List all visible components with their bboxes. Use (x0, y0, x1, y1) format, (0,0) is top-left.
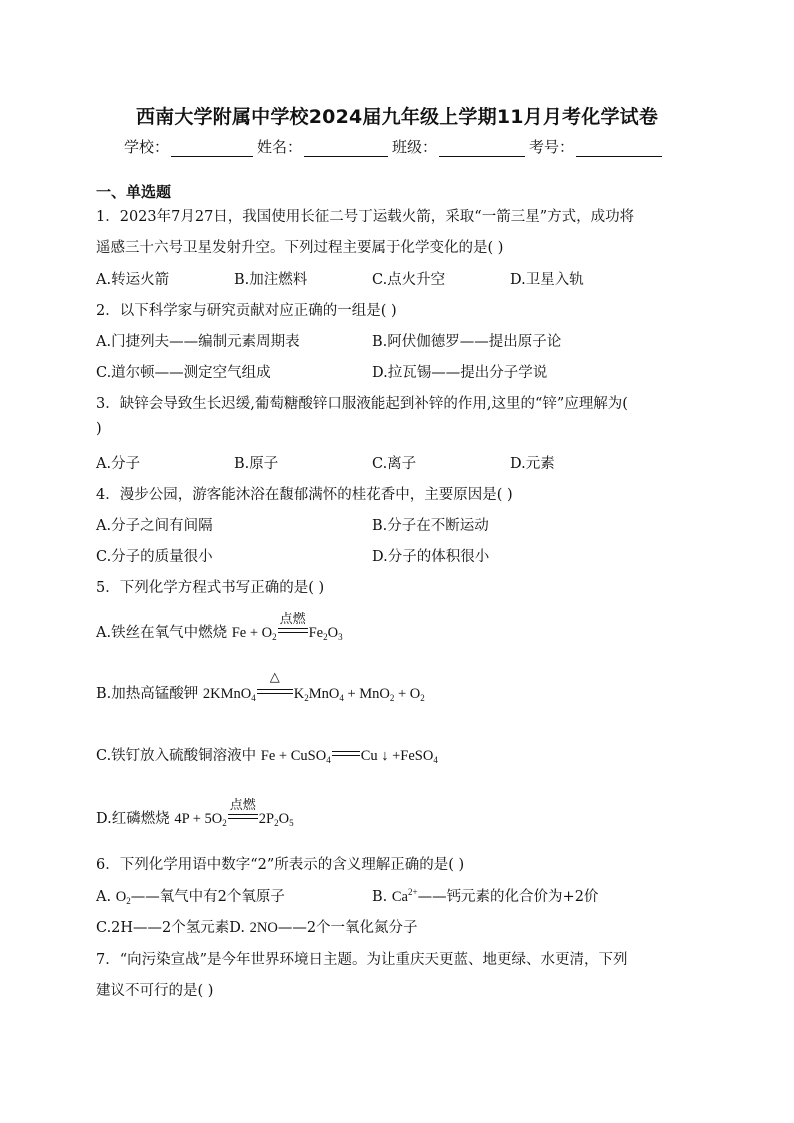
q2-stem: 2．以下科学家与研究贡献对应正确的一组是( ) (96, 303, 397, 319)
name-blank[interactable] (304, 141, 388, 157)
q1-stem-line2: 遥感三十六号卫星发射升空。下列过程主要属于化学变化的是( ) (96, 240, 504, 256)
q3-option-b[interactable]: B.原子 (234, 456, 279, 472)
q6-option-c-text: C.2H——2个氢元素 (96, 920, 230, 936)
q1-option-a[interactable]: A.转运火箭 (96, 272, 170, 288)
q1-option-d[interactable]: D.卫星入轨 (510, 272, 584, 288)
page-title: 西南大学附属中学校2024届九年级上学期11月月考化学试卷 (135, 106, 659, 128)
q5-option-d-equation: $4P + 5O_2$ 点燃 $2P_2O_5$ (174, 811, 293, 827)
q5-option-d[interactable] (96, 797, 294, 828)
q5-option-b-label: B.加热高锰酸钾 (96, 686, 199, 702)
class-blank[interactable] (439, 141, 525, 157)
q2-option-a[interactable]: A.门捷列夫——编制元素周期表 (96, 334, 300, 350)
q5-option-a-label: A.铁丝在氧气中燃烧 (96, 625, 228, 641)
number-label: 考号： (529, 138, 575, 156)
q5-option-b[interactable] (96, 669, 425, 703)
school-label: 学校： (124, 138, 170, 156)
q1-option-b[interactable]: B.加注燃料 (234, 272, 308, 288)
q6-option-a[interactable]: A. $O_2——$氧气中有2个氧原子 (96, 889, 285, 906)
number-blank[interactable] (576, 141, 662, 157)
q5-option-b-equation: 2KMnO$_4$ △ $K_2MnO_4 + MnO_2 + O_2$ (202, 669, 425, 703)
q7-stem-line2: 建议不可行的是( ) (96, 983, 214, 999)
q4-option-a[interactable]: A.分子之间有间隔 (96, 518, 213, 534)
q5-option-c-equation: Fe + CuSO$_4$ Cu ↓ +FeSO$_4$ (260, 748, 438, 765)
ignite-condition: 点燃 (229, 797, 256, 812)
ignite-condition: 点燃 (279, 611, 306, 626)
q1-stem-line1: 1．2023年7月27日，我国使用长征二号丁运载火箭，采取“一箭三星”方式，成功将 (96, 209, 635, 225)
q3-option-c[interactable]: C.离子 (372, 456, 417, 472)
q4-option-c[interactable]: C.分子的质量很小 (96, 549, 213, 565)
student-info-row (124, 136, 666, 157)
q6-option-a-text: ——氧气中有2个氧原子 (130, 889, 285, 905)
section-heading: 一、单选题 (96, 183, 172, 201)
q7-stem-line1: 7．“向污染宣战”是今年世界环境日主题。为让重庆天更蓝、地更绿、水更清，下列 (96, 952, 628, 968)
q5-option-c-label: C.铁钉放入硫酸铜溶液中 (96, 748, 257, 764)
q6-option-c[interactable]: C.2H——2个氢元素D. 2NO——2个一氧化氮分子 (96, 920, 418, 936)
q5-stem: 5．下列化学方程式书写正确的是( ) (96, 580, 325, 596)
q2-option-d[interactable]: D.拉瓦锡——提出分子学说 (372, 365, 548, 381)
q6-option-d-text: ——2个一氧化氮分子 (277, 920, 418, 936)
q5-option-c[interactable] (96, 744, 438, 765)
q4-stem: 4．漫步公园，游客能沐浴在馥郁满怀的桂花香中，主要原因是( ) (96, 487, 513, 503)
q2-option-b[interactable]: B.阿伏伽德罗——提出原子论 (372, 334, 562, 350)
q5-option-a[interactable] (96, 611, 343, 642)
q5-option-d-label: D.红磷燃烧 (96, 811, 170, 827)
q3-stem-line1: 3．缺锌会导致生长迟缓,葡萄糖酸锌口服液能起到补锌的作用,这里的“锌”应理解为( (96, 396, 628, 412)
q1-option-c[interactable]: C.点火升空 (372, 272, 446, 288)
q6-option-b-text: ——钙元素的化合价为+2价 (417, 889, 599, 905)
q3-option-d[interactable]: D.元素 (510, 456, 555, 472)
q4-option-b[interactable]: B.分子在不断运动 (372, 518, 489, 534)
q5-option-a-equation: $Fe + O_2$ 点燃 $Fe_2O_3$ (232, 625, 343, 641)
q4-option-d[interactable]: D.分子的体积很小 (372, 549, 490, 565)
q3-stem-line2: ) (96, 421, 102, 437)
q6-option-b[interactable]: B. $Ca^{2+}——$钙元素的化合价为+2价 (372, 887, 599, 905)
q6-stem: 6．下列化学用语中数字“2”所表示的含义理解正确的是( ) (96, 857, 465, 873)
q2-option-c[interactable]: C.道尔顿——测定空气组成 (96, 365, 271, 381)
name-label: 姓名： (257, 138, 303, 156)
class-label: 班级： (392, 138, 438, 156)
school-blank[interactable] (171, 141, 253, 157)
heat-condition: △ (269, 669, 280, 684)
q3-option-a[interactable]: A.分子 (96, 456, 141, 472)
